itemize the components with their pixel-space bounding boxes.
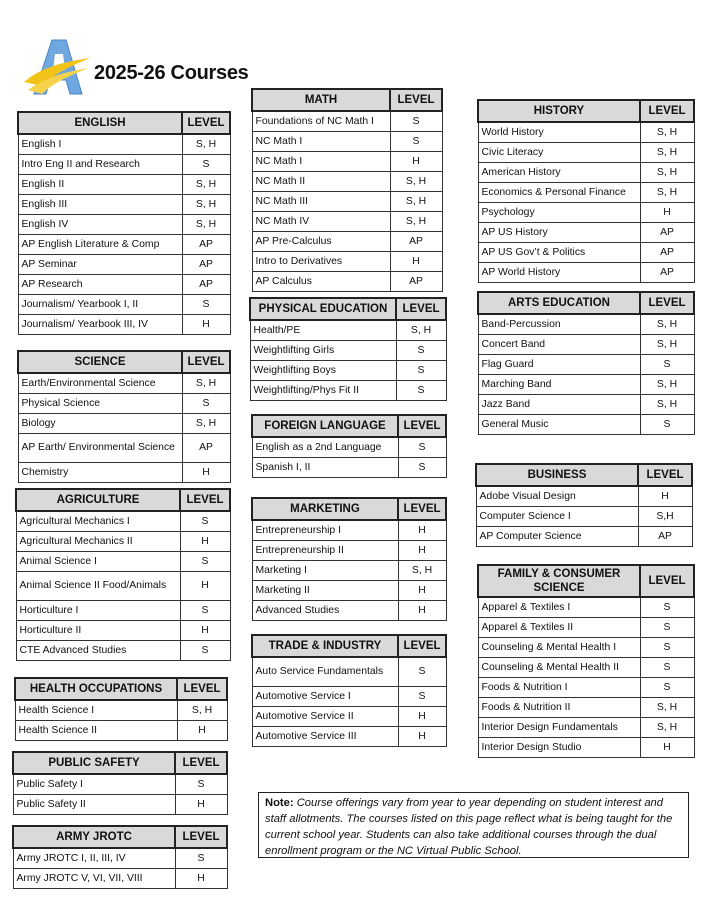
table-row (478, 314, 694, 335)
course-level: S, H (640, 698, 694, 718)
page-title: 2025-26 Courses (94, 62, 249, 84)
course-name: Horticulture I (16, 601, 180, 621)
table-row (252, 520, 446, 541)
table-row (252, 601, 446, 621)
course-name: Journalism/ Yearbook I, II (18, 295, 182, 315)
note-box (258, 792, 689, 858)
course-name: English IV (18, 215, 182, 235)
course-name: Army JROTC I, II, III, IV (13, 848, 175, 869)
course-level: S, H (390, 212, 442, 232)
course-level: AP (182, 235, 230, 255)
table-row (18, 275, 230, 295)
table-row (478, 618, 694, 638)
course-name: Agricultural Mechanics I (16, 511, 180, 532)
marketing-table (251, 497, 447, 621)
course-level: H (182, 463, 230, 483)
course-level: S, H (182, 414, 230, 434)
table-row (18, 295, 230, 315)
level-header: LEVEL (398, 415, 446, 437)
course-level: S, H (640, 314, 694, 335)
table-row (252, 252, 442, 272)
course-level: S, H (640, 718, 694, 738)
table-row (478, 203, 694, 223)
course-name: Interior Design Fundamentals (478, 718, 640, 738)
course-name: AP World History (478, 263, 640, 283)
level-header: LEVEL (396, 298, 446, 320)
table-row (250, 320, 446, 341)
course-name: NC Math III (252, 192, 390, 212)
course-name: Weightlifting Boys (250, 361, 396, 381)
course-name: Health Science I (15, 700, 177, 721)
table-row (18, 195, 230, 215)
course-name: Economics & Personal Finance (478, 183, 640, 203)
level-header: LEVEL (398, 635, 446, 657)
course-name: Spanish I, II (252, 458, 398, 478)
table-title: FAMILY & CONSUMER SCIENCE (478, 565, 640, 597)
level-header: LEVEL (175, 826, 227, 848)
table-row (250, 361, 446, 381)
table-title: FOREIGN LANGUAGE (252, 415, 398, 437)
table-row (478, 355, 694, 375)
course-name: AP US History (478, 223, 640, 243)
course-level: S, H (640, 163, 694, 183)
level-header: LEVEL (182, 351, 230, 373)
course-level: H (180, 532, 230, 552)
table-row (13, 869, 227, 889)
course-level: H (175, 795, 227, 815)
course-level: H (177, 721, 227, 741)
public-safety-table (12, 751, 228, 815)
course-level: S, H (398, 561, 446, 581)
table-row (18, 414, 230, 434)
course-name: Jazz Band (478, 395, 640, 415)
course-name: NC Math IV (252, 212, 390, 232)
english-table (17, 111, 231, 335)
course-level: S (640, 597, 694, 618)
business-table (475, 463, 693, 547)
course-name: Physical Science (18, 394, 182, 414)
course-level: S (390, 132, 442, 152)
course-level: AP (638, 527, 692, 547)
course-name: Marketing I (252, 561, 398, 581)
table-title: HISTORY (478, 100, 640, 122)
level-header: LEVEL (182, 112, 230, 134)
course-level: S (640, 618, 694, 638)
course-level: S, H (640, 335, 694, 355)
course-level: AP (182, 434, 230, 463)
table-row (18, 373, 230, 394)
course-level: H (640, 738, 694, 758)
course-level: H (398, 707, 446, 727)
course-name: Intro to Derivatives (252, 252, 390, 272)
course-name: Agricultural Mechanics II (16, 532, 180, 552)
table-row (478, 738, 694, 758)
course-name: Foods & Nutrition I (478, 678, 640, 698)
course-level: H (398, 541, 446, 561)
course-name: General Music (478, 415, 640, 435)
math-table (251, 88, 443, 292)
table-row (18, 175, 230, 195)
course-name: Advanced Studies (252, 601, 398, 621)
course-level: S, H (182, 373, 230, 394)
course-level: S, H (177, 700, 227, 721)
course-name: Chemistry (18, 463, 182, 483)
table-row (476, 486, 692, 507)
course-name: Earth/Environmental Science (18, 373, 182, 394)
table-row (13, 795, 227, 815)
course-level: S, H (182, 215, 230, 235)
table-row (13, 848, 227, 869)
table-row (252, 212, 442, 232)
course-level: H (180, 621, 230, 641)
table-row (478, 122, 694, 143)
level-header: LEVEL (638, 464, 692, 486)
course-level: S (175, 848, 227, 869)
course-name: AP English Literature & Comp (18, 235, 182, 255)
table-row (252, 458, 446, 478)
table-row (478, 223, 694, 243)
course-name: Civic Literacy (478, 143, 640, 163)
course-name: Automotive Service I (252, 687, 398, 707)
course-level: H (180, 572, 230, 601)
course-level: H (398, 727, 446, 747)
table-row (252, 687, 446, 707)
table-row (252, 437, 446, 458)
table-title: MATH (252, 89, 390, 111)
course-name: Computer Science I (476, 507, 638, 527)
table-title: MARKETING (252, 498, 398, 520)
course-name: Flag Guard (478, 355, 640, 375)
course-name: Foods & Nutrition II (478, 698, 640, 718)
table-row (478, 243, 694, 263)
note-label: Note: (265, 797, 294, 809)
table-title: ARTS EDUCATION (478, 292, 640, 314)
table-row (478, 698, 694, 718)
course-name: World History (478, 122, 640, 143)
course-level: H (390, 252, 442, 272)
course-level: H (640, 203, 694, 223)
course-level: S (398, 687, 446, 707)
table-row (15, 700, 227, 721)
table-row (18, 255, 230, 275)
army-jrotc-table (12, 825, 228, 889)
course-level: S (396, 381, 446, 401)
table-row (250, 341, 446, 361)
course-name: Apparel & Textiles II (478, 618, 640, 638)
course-name: Animal Science II Food/Animals (16, 572, 180, 601)
course-level: S, H (396, 320, 446, 341)
table-row (478, 638, 694, 658)
table-row (18, 235, 230, 255)
course-level: H (175, 869, 227, 889)
table-row (15, 721, 227, 741)
course-level: H (398, 520, 446, 541)
table-row (478, 143, 694, 163)
course-level: S (640, 415, 694, 435)
course-name: Adobe Visual Design (476, 486, 638, 507)
table-row (252, 561, 446, 581)
table-title: SCIENCE (18, 351, 182, 373)
table-row (18, 155, 230, 175)
table-row (18, 394, 230, 414)
course-name: Entrepreneurship I (252, 520, 398, 541)
course-level: AP (182, 255, 230, 275)
course-level: S, H (640, 143, 694, 163)
course-level: S (640, 658, 694, 678)
course-name: English III (18, 195, 182, 215)
course-level: S (398, 458, 446, 478)
table-row (18, 134, 230, 155)
course-level: S (398, 437, 446, 458)
course-level: S (180, 511, 230, 532)
level-header: LEVEL (398, 498, 446, 520)
course-level: S, H (182, 175, 230, 195)
table-row (252, 111, 442, 132)
course-name: AP Calculus (252, 272, 390, 292)
course-level: S (182, 394, 230, 414)
course-level: S (180, 601, 230, 621)
course-name: Intro Eng II and Research (18, 155, 182, 175)
course-level: S, H (182, 195, 230, 215)
table-row (16, 572, 230, 601)
course-level: S (175, 774, 227, 795)
course-level: S, H (640, 395, 694, 415)
table-row (478, 183, 694, 203)
course-level: AP (390, 232, 442, 252)
table-title: ENGLISH (18, 112, 182, 134)
history-table (477, 99, 695, 283)
table-row (252, 707, 446, 727)
course-name: Counseling & Mental Health I (478, 638, 640, 658)
course-level: S (182, 155, 230, 175)
course-level: AP (182, 275, 230, 295)
table-row (252, 727, 446, 747)
course-name: Animal Science I (16, 552, 180, 572)
course-name: English II (18, 175, 182, 195)
table-title: TRADE & INDUSTRY (252, 635, 398, 657)
course-level: S (640, 678, 694, 698)
course-name: Biology (18, 414, 182, 434)
course-name: Horticulture II (16, 621, 180, 641)
table-row (13, 774, 227, 795)
table-title: HEALTH OCCUPATIONS (15, 678, 177, 700)
course-level: S (396, 341, 446, 361)
course-name: NC Math I (252, 132, 390, 152)
table-row (252, 541, 446, 561)
level-header: LEVEL (640, 292, 694, 314)
course-level: S, H (390, 172, 442, 192)
table-row (18, 215, 230, 235)
course-level: S (396, 361, 446, 381)
course-level: H (398, 581, 446, 601)
course-name: CTE Advanced Studies (16, 641, 180, 661)
course-name: English as a 2nd Language (252, 437, 398, 458)
table-row (16, 601, 230, 621)
table-row (478, 597, 694, 618)
course-name: Auto Service Fundamentals (252, 657, 398, 687)
table-row (476, 527, 692, 547)
course-level: H (638, 486, 692, 507)
course-name: Concert Band (478, 335, 640, 355)
course-name: Marketing II (252, 581, 398, 601)
course-name: Automotive Service II (252, 707, 398, 727)
table-title: AGRICULTURE (16, 489, 180, 511)
course-level: S, H (182, 134, 230, 155)
table-row (252, 232, 442, 252)
course-name: Weightlifting Girls (250, 341, 396, 361)
level-header: LEVEL (180, 489, 230, 511)
table-row (478, 415, 694, 435)
science-table (17, 350, 231, 483)
level-header: LEVEL (640, 565, 694, 597)
table-row (476, 507, 692, 527)
course-level: S (640, 355, 694, 375)
table-row (16, 621, 230, 641)
table-row (252, 172, 442, 192)
table-row (18, 434, 230, 463)
course-name: Interior Design Studio (478, 738, 640, 758)
health-occupations-table (14, 677, 228, 741)
course-level: AP (390, 272, 442, 292)
course-name: AP Pre-Calculus (252, 232, 390, 252)
table-row (478, 163, 694, 183)
course-name: AP US Gov’t & Politics (478, 243, 640, 263)
course-level: S, H (640, 183, 694, 203)
table-title: PHYSICAL EDUCATION (250, 298, 396, 320)
course-name: Marching Band (478, 375, 640, 395)
course-level: H (182, 315, 230, 335)
table-row (18, 315, 230, 335)
course-level: S, H (640, 122, 694, 143)
table-row (478, 395, 694, 415)
course-level: S (180, 552, 230, 572)
arts-education-table (477, 291, 695, 435)
level-header: LEVEL (640, 100, 694, 122)
level-header: LEVEL (390, 89, 442, 111)
table-row (252, 192, 442, 212)
course-name: Public Safety II (13, 795, 175, 815)
table-row (478, 375, 694, 395)
table-row (252, 132, 442, 152)
table-row (16, 641, 230, 661)
course-name: Entrepreneurship II (252, 541, 398, 561)
course-name: AP Earth/ Environmental Science (18, 434, 182, 463)
course-name: AP Seminar (18, 255, 182, 275)
course-level: S (640, 638, 694, 658)
course-name: Health/PE (250, 320, 396, 341)
table-title: BUSINESS (476, 464, 638, 486)
course-level: H (398, 601, 446, 621)
course-level: AP (640, 223, 694, 243)
course-level: S, H (640, 375, 694, 395)
agriculture-table (15, 488, 231, 661)
note-text: Course offerings vary from year to year depending on student interest and staff allotments. The courses listed on this page reflect what is being taught for the current school year. Students can also take additional courses through the dual enrollment program or the NC Virtual Public School. (265, 797, 673, 857)
course-level: AP (640, 263, 694, 283)
table-row (252, 657, 446, 687)
level-header: LEVEL (175, 752, 227, 774)
course-name: Foundations of NC Math I (252, 111, 390, 132)
course-name: AP Research (18, 275, 182, 295)
course-name: Health Science II (15, 721, 177, 741)
table-row (16, 552, 230, 572)
course-level: S,H (638, 507, 692, 527)
trade-industry-table (251, 634, 447, 747)
table-title: PUBLIC SAFETY (13, 752, 175, 774)
course-level: S (180, 641, 230, 661)
table-row (250, 381, 446, 401)
course-name: Journalism/ Yearbook III, IV (18, 315, 182, 335)
course-name: NC Math II (252, 172, 390, 192)
course-name: Psychology (478, 203, 640, 223)
table-title: ARMY JROTC (13, 826, 175, 848)
course-name: Apparel & Textiles I (478, 597, 640, 618)
table-row (252, 581, 446, 601)
table-row (16, 511, 230, 532)
course-name: Army JROTC V, VI, VII, VIII (13, 869, 175, 889)
table-row (252, 272, 442, 292)
course-name: Band-Percussion (478, 314, 640, 335)
course-name: Automotive Service III (252, 727, 398, 747)
course-level: S, H (390, 192, 442, 212)
course-level: H (390, 152, 442, 172)
family-consumer-science-table (477, 564, 695, 758)
course-name: NC Math I (252, 152, 390, 172)
table-row (16, 532, 230, 552)
course-level: S (182, 295, 230, 315)
level-header: LEVEL (177, 678, 227, 700)
course-name: English I (18, 134, 182, 155)
table-row (478, 335, 694, 355)
table-row (18, 463, 230, 483)
course-name: American History (478, 163, 640, 183)
course-name: Weightlifting/Phys Fit II (250, 381, 396, 401)
table-row (478, 658, 694, 678)
course-name: Counseling & Mental Health II (478, 658, 640, 678)
school-logo (22, 38, 92, 98)
table-row (478, 718, 694, 738)
course-level: S (390, 111, 442, 132)
table-row (478, 263, 694, 283)
table-row (478, 678, 694, 698)
course-level: AP (640, 243, 694, 263)
foreign-language-table (251, 414, 447, 478)
table-row (252, 152, 442, 172)
course-name: AP Computer Science (476, 527, 638, 547)
course-level: S (398, 657, 446, 687)
physical-education-table (249, 297, 447, 401)
course-name: Public Safety I (13, 774, 175, 795)
